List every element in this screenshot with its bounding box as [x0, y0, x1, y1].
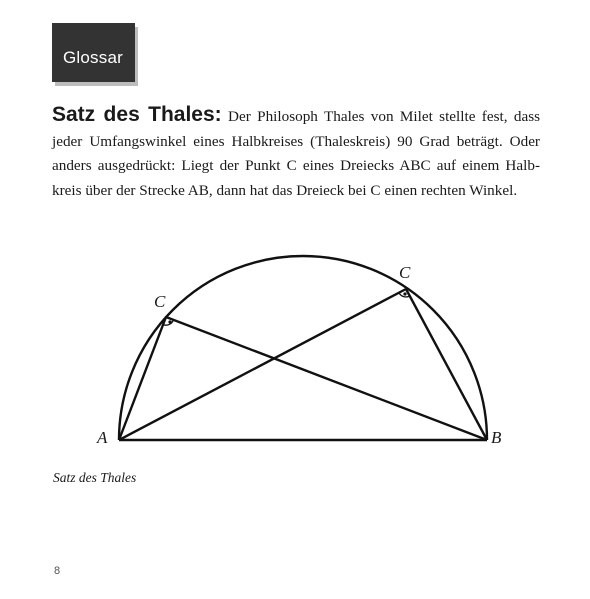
segment-c-left-b — [166, 317, 487, 440]
segment-a-c-left — [119, 317, 166, 440]
label-a: A — [97, 428, 108, 447]
entry-definition: Der Philosoph Thales von Milet stellte fest, dass jeder Umfangswinkel eines Halbkreises (Thaleskreis) 90 Grad beträgt. Oder anders ausgedrückt: Liegt der Punkt C eines Dreiecks ABC auf einem Halb-kreis über der Strecke AB, dann hat das Dreieck bei C einen rechten Winkel. — [52, 108, 541, 199]
label-c-right: C — [399, 263, 411, 282]
entry-term: Satz des Thales: — [52, 103, 222, 126]
right-angle-dot-right — [403, 292, 406, 295]
segment-a-c-right — [119, 289, 406, 440]
segment-c-right-b — [406, 289, 487, 440]
label-b: B — [491, 428, 502, 447]
figure-caption: Satz des Thales — [53, 470, 137, 485]
semicircle-arc — [119, 256, 487, 440]
glossary-tab-label: Glossar — [63, 48, 123, 67]
page-number: 8 — [54, 565, 61, 577]
right-angle-dot-left — [168, 320, 171, 323]
label-c-left: C — [154, 292, 166, 311]
